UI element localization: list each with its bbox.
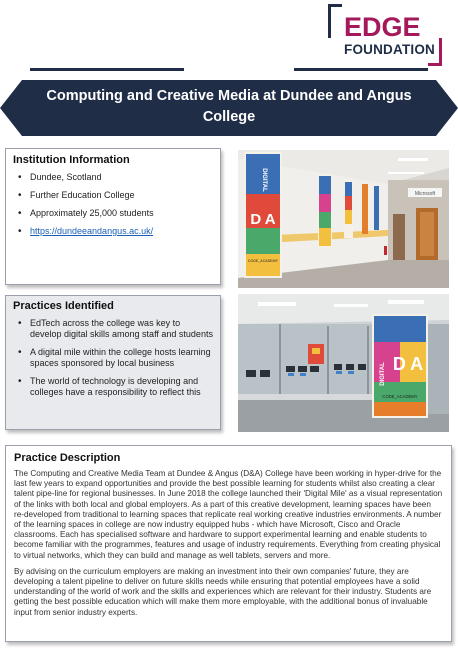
practices-card — [5, 295, 221, 430]
institution-info-heading: Institution Information — [13, 154, 130, 166]
practices-list — [13, 318, 213, 398]
list-item: • Further Education College — [13, 190, 213, 201]
classroom-photo — [238, 294, 449, 432]
institution-info-card — [5, 148, 221, 285]
logo-edge-text: EDGE — [344, 12, 421, 42]
college-website-link[interactable]: https://dundeeandangus.ac.uk/ — [30, 226, 154, 236]
list-item: • Dundee, Scotland — [13, 172, 213, 183]
microsoft-sign: Microsoft — [414, 191, 436, 197]
poster-sub: CODE_ACADEMY — [382, 394, 418, 399]
list-item-link — [13, 226, 213, 237]
logo-foundation-text: FOUNDATION — [344, 42, 435, 57]
practices-heading: Practices Identified — [13, 300, 114, 312]
poster-word: DIGITAL — [380, 362, 386, 386]
poster-sub: CODE_ACADEMY — [247, 259, 279, 263]
corridor-photo — [238, 150, 449, 288]
list-item: • Approximately 25,000 students — [13, 208, 213, 219]
logo-bracket-top-left — [328, 4, 342, 38]
poster-letters: D A — [250, 211, 276, 228]
edge-foundation-logo — [328, 4, 442, 66]
description-paragraph: The Computing and Creative Media Team at Dundee & Angus (D&A) College have been working in hyper-drive for the last few years to expand opportunities and provide the best possible learning for students whilst also creating a clear talent pipe-line for regional businesses. In June 2018 the college launched their 'Digital Mile' as a visual representation of the links with both local and global employers. As a part of this creative development, learning spaces have been re-developed from traditional to learning spaces that replicate real working creative industries environments. A number of the learning spaces in college are now industry equipped hubs - which have Microsoft, Cisco and Oracle classrooms. Each has specialised software and hardware to support experimental learning and enable students to become familiar with the programmes, features and usage of industry requirements. Everything from creating physical to virtual networks, which they can build and manage as well tablets, servers and more. — [14, 469, 443, 560]
list-item: • A digital mile within the college hosts learning spaces sponsored by local business — [13, 347, 213, 369]
list-item: • EdTech across the college was key to develop digital skills among staff and students — [13, 318, 213, 340]
list-item: • The world of technology is developing and colleges have a responsibility to reflect this — [13, 376, 213, 398]
poster-word: DIGITAL — [261, 168, 267, 192]
header-rule-left — [30, 68, 184, 71]
practice-description-card — [5, 445, 452, 642]
description-paragraph: By advising on the curriculum employers are making an investment into their own companies' future, they are developing a talent pipeline to deliver on future skills needs while ensuring that potential employees have a solid understanding of the world of work and the skills and experiences which are relevant for their industry. Students are getting the best possible education which will make them more employable, with the additional bonus of invaluable input from senior industry experts. — [14, 566, 432, 617]
page-title: Computing and Creative Media at Dundee and Angus College — [46, 88, 412, 125]
title-banner — [0, 80, 458, 136]
poster-letters: D A — [392, 354, 424, 374]
institution-info-list — [13, 172, 213, 237]
header-rule-right — [294, 68, 428, 71]
practice-description-heading: Practice Description — [14, 452, 121, 464]
